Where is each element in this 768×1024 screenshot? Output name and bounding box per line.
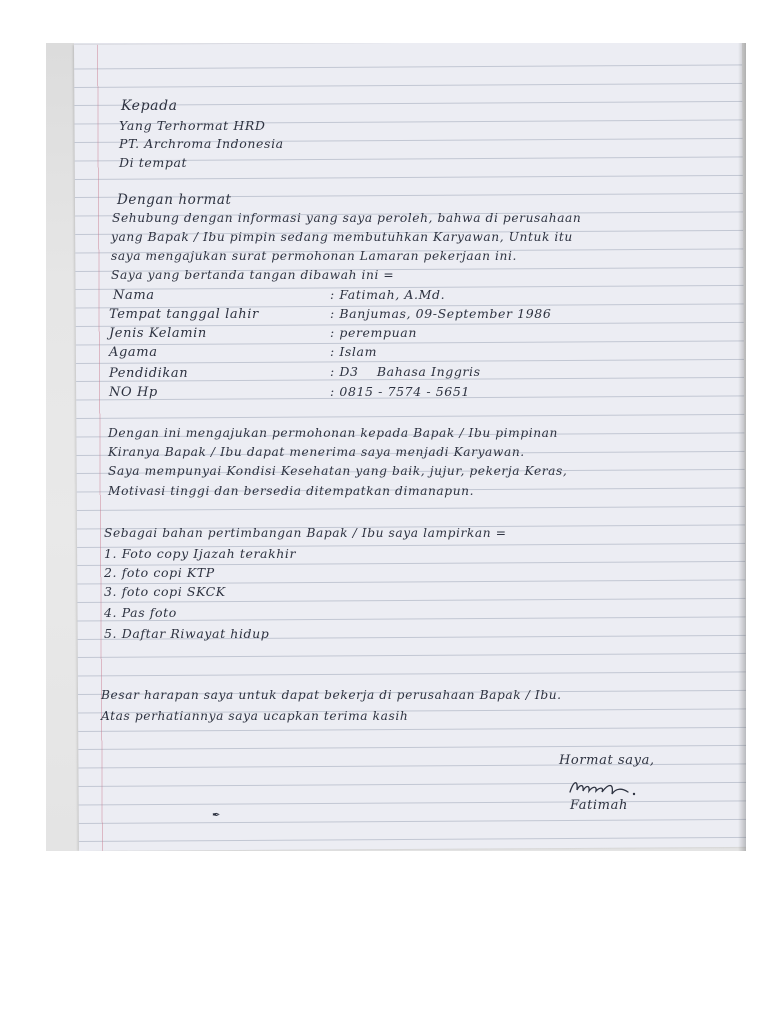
identity-label-gender: Jenis Kelamin	[109, 326, 207, 341]
signer-name: Fatimah	[570, 798, 628, 813]
identity-value-name: : Fatimah, A.Md.	[330, 287, 446, 302]
identity-value-birth: : Banjumas, 09-September 1986	[330, 306, 552, 321]
body-line-4: Motivasi tinggi dan bersedia ditempatkan dimanapun.	[108, 484, 475, 498]
identity-value-phone: : 0815 - 7574 - 5651	[330, 384, 470, 399]
identity-label-education: Pendidikan	[109, 366, 189, 381]
body-line-1: Dengan ini mengajukan permohonan kepada Bapak / Ibu pimpinan	[108, 426, 558, 440]
closing-line-2: Atas perhatiannya saya ucapkan terima kasih	[101, 709, 409, 723]
identity-label-name: Nama	[113, 288, 155, 303]
signoff: Hormat saya,	[559, 753, 655, 768]
signature-scribble	[568, 778, 658, 800]
recipient-line-1: Kepada	[121, 98, 178, 114]
intro-line-2: yang Bapak / Ibu pimpin sedang membutuhkan Karyawan, Untuk itu	[111, 230, 573, 244]
body-line-2: Kiranya Bapak / Ibu dapat menerima saya menjadi Karyawan.	[108, 445, 525, 459]
recipient-line-2: Yang Terhormat HRD	[119, 118, 266, 133]
ink-dot-mark: ✒	[212, 810, 221, 821]
attachment-item-1: 1. Foto copy Ijazah terakhir	[104, 546, 297, 561]
salutation: Dengan hormat	[117, 192, 232, 208]
attachment-item-4: 4. Pas foto	[104, 605, 177, 620]
recipient-line-4: Di tempat	[119, 155, 188, 170]
identity-value-gender: : perempuan	[330, 325, 417, 340]
identity-label-birth: Tempat tanggal lahir	[109, 307, 259, 322]
intro-line-1: Sehubung dengan informasi yang saya peroleh, bahwa di perusahaan	[112, 211, 582, 225]
intro-line-3: saya mengajukan surat permohonan Lamaran pekerjaan ini.	[111, 249, 517, 263]
body-line-3: Saya mempunyai Kondisi Kesehatan yang baik, jujur, pekerja Keras,	[108, 464, 568, 478]
attachments-intro: Sebagai bahan pertimbangan Bapak / Ibu saya lampirkan =	[104, 526, 507, 540]
recipient-line-3: PT. Archroma Indonesia	[119, 136, 284, 151]
identity-label-phone: NO Hp	[109, 385, 158, 400]
identity-value-religion: : Islam	[330, 344, 378, 359]
attachment-item-2: 2. foto copi KTP	[104, 565, 215, 580]
attachment-item-3: 3. foto copi SKCK	[104, 584, 226, 599]
identity-value-education: : D3 Bahasa Inggris	[330, 364, 481, 379]
identity-label-religion: Agama	[109, 345, 158, 360]
closing-line-1: Besar harapan saya untuk dapat bekerja di perusahaan Bapak / Ibu.	[101, 688, 562, 702]
intro-line-4: Saya yang bertanda tangan dibawah ini =	[111, 268, 395, 282]
attachment-item-5: 5. Daftar Riwayat hidup	[104, 626, 270, 641]
